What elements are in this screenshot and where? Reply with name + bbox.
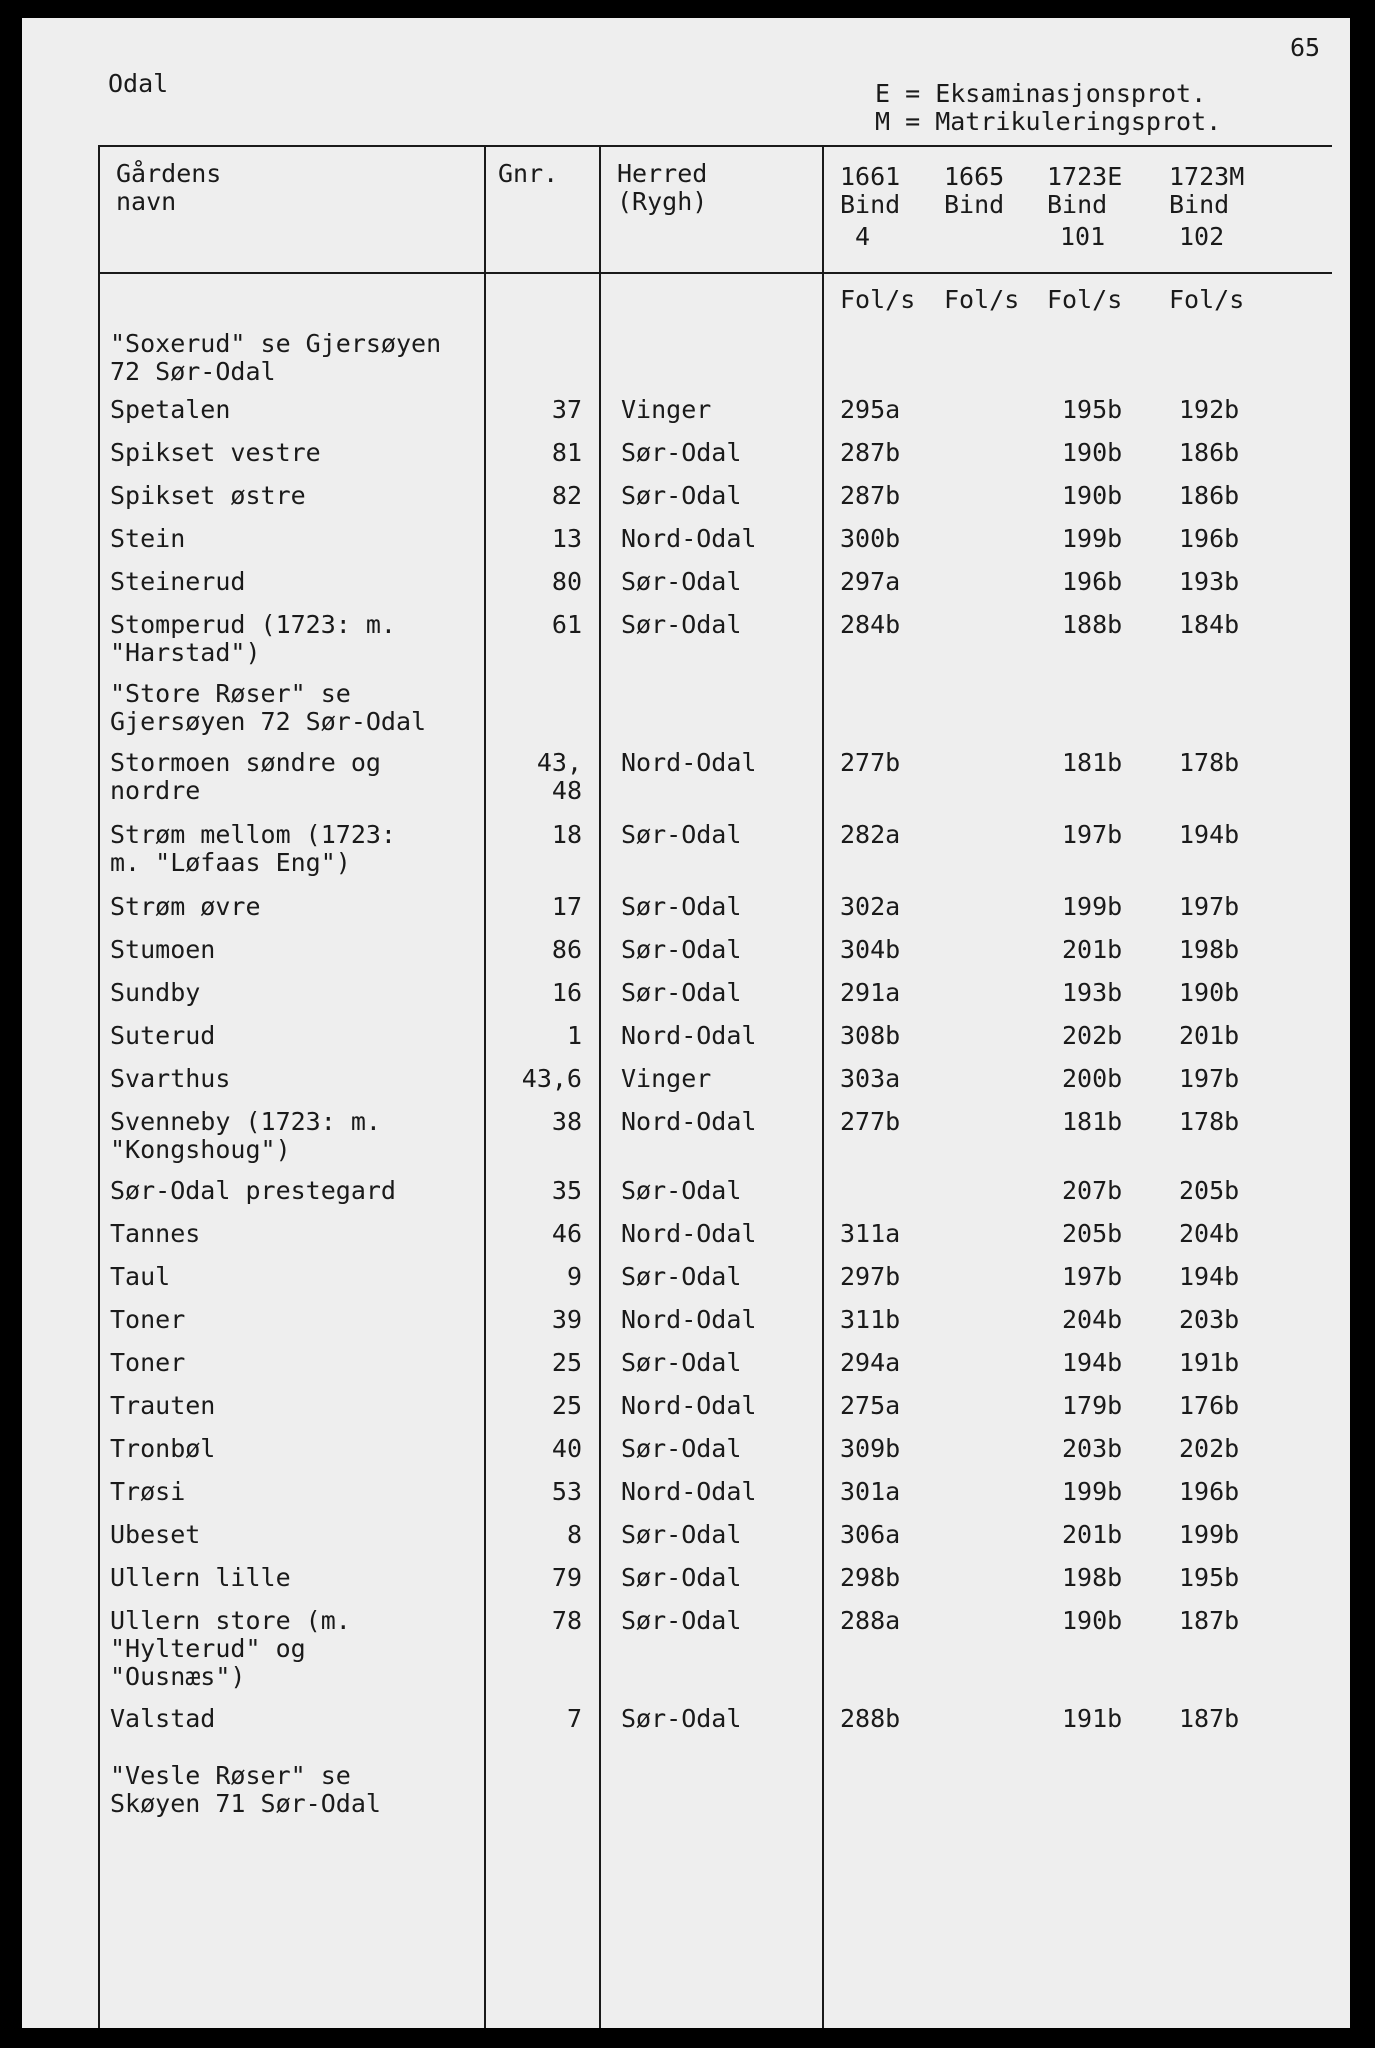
gnr-value: 53	[551, 1477, 582, 1506]
folio-1723m: 178b	[1179, 748, 1240, 777]
farm-name: "Hylterud" og	[110, 1634, 306, 1663]
table-top-rule	[98, 145, 1332, 147]
gnr-value: 25	[551, 1391, 582, 1420]
folio-1661: 287b	[840, 438, 901, 467]
farm-name: Stein	[110, 524, 186, 553]
folio-1723m: 176b	[1179, 1391, 1240, 1420]
farm-name: Svarthus	[110, 1064, 231, 1093]
folio-1661: 288b	[840, 1704, 901, 1733]
folio-1723e: 191b	[1062, 1704, 1123, 1733]
column-rule-left	[98, 145, 100, 2028]
farm-name: "Soxerud" se Gjersøyen	[110, 329, 442, 358]
folio-1661: 287b	[840, 481, 901, 510]
folio-1661: 275a	[840, 1391, 901, 1420]
folio-1723e: 188b	[1062, 610, 1123, 639]
farm-name: Steinerud	[110, 567, 246, 596]
folio-1723e: 201b	[1062, 935, 1123, 964]
folio-1661: 277b	[840, 1107, 901, 1136]
folio-1723m: 194b	[1179, 820, 1240, 849]
folio-1661: 288a	[840, 1606, 901, 1635]
farm-name: Sundby	[110, 978, 201, 1007]
gnr-value: 7	[566, 1704, 582, 1733]
farm-name: Suterud	[110, 1021, 216, 1050]
gnr-value: 1	[566, 1021, 582, 1050]
gnr-value: 82	[551, 481, 582, 510]
folio-1723e: 194b	[1062, 1348, 1123, 1377]
folio-1661: 282a	[840, 820, 901, 849]
folio-1723e: 204b	[1062, 1305, 1123, 1334]
herred-value: Nord-Odal	[621, 1391, 757, 1420]
farm-name: "Kongshoug")	[110, 1135, 291, 1164]
gnr-value: 43,6	[521, 1064, 582, 1093]
gnr-value: 43, 48	[536, 748, 582, 805]
herred-value: Nord-Odal	[621, 1305, 757, 1334]
herred-value: Sør-Odal	[621, 1704, 742, 1733]
folio-1723m: 184b	[1179, 610, 1240, 639]
farm-name: Tannes	[110, 1219, 201, 1248]
folio-1723e: 201b	[1062, 1520, 1123, 1549]
herred-value: Nord-Odal	[621, 1477, 757, 1506]
gnr-value: 17	[551, 892, 582, 921]
folio-1723m: 193b	[1179, 567, 1240, 596]
folio-1723m: 186b	[1179, 481, 1240, 510]
folio-1723m: 197b	[1179, 1064, 1240, 1093]
folio-1723e: 202b	[1062, 1021, 1123, 1050]
folio-1723e: 198b	[1062, 1563, 1123, 1592]
folio-1723m: 196b	[1179, 524, 1240, 553]
folio-1723m: 202b	[1179, 1434, 1240, 1463]
herred-value: Sør-Odal	[621, 820, 742, 849]
herred-value: Nord-Odal	[621, 1107, 757, 1136]
farm-name: Sør-Odal prestegard	[110, 1176, 396, 1205]
farm-name: Strøm mellom (1723:	[110, 820, 396, 849]
header-bottom-rule	[98, 272, 1332, 274]
legend-line-m: M = Matrikuleringsprot.	[875, 107, 1222, 136]
herred-value: Sør-Odal	[621, 1563, 742, 1592]
farm-name: Trauten	[110, 1391, 216, 1420]
gnr-value: 25	[551, 1348, 582, 1377]
folio-1723e: 207b	[1062, 1176, 1123, 1205]
herred-value: Sør-Odal	[621, 935, 742, 964]
folio-1723m: 196b	[1179, 1477, 1240, 1506]
folio-1723e: 196b	[1062, 567, 1123, 596]
farm-name: Skøyen 71 Sør-Odal	[110, 1789, 381, 1818]
herred-value: Sør-Odal	[621, 1176, 742, 1205]
farm-name: nordre	[110, 776, 201, 805]
folio-1723m: 201b	[1179, 1021, 1240, 1050]
gnr-value: 78	[551, 1606, 582, 1635]
folio-1661: 303a	[840, 1064, 901, 1093]
herred-value: Sør-Odal	[621, 1262, 742, 1291]
column-header-gnr: Gnr.	[498, 159, 559, 188]
folio-1723e: 199b	[1062, 1477, 1123, 1506]
folio-1723m: 198b	[1179, 935, 1240, 964]
column-rule-gnr-herred	[599, 145, 601, 2028]
folio-1723e: 199b	[1062, 892, 1123, 921]
gnr-value: 16	[551, 978, 582, 1007]
farm-name: Spetalen	[110, 395, 231, 424]
herred-value: Sør-Odal	[621, 1348, 742, 1377]
herred-value: Sør-Odal	[621, 438, 742, 467]
farm-name: Ullern lille	[110, 1563, 291, 1592]
farm-name: Valstad	[110, 1704, 216, 1733]
folio-1723m: 192b	[1179, 395, 1240, 424]
folio-1723m: 197b	[1179, 892, 1240, 921]
district-title: Odal	[108, 69, 169, 98]
folio-1723e: 197b	[1062, 1262, 1123, 1291]
folio-1723e: 195b	[1062, 395, 1123, 424]
folio-1723m: 194b	[1179, 1262, 1240, 1291]
farm-name: "Ousnæs")	[110, 1662, 246, 1691]
farm-name: "Store Røser" se	[110, 679, 351, 708]
farm-name: Spikset østre	[110, 481, 306, 510]
folio-1723e: 197b	[1062, 820, 1123, 849]
herred-value: Nord-Odal	[621, 748, 757, 777]
folio-1661: 297b	[840, 1262, 901, 1291]
folio-header-1723e: Fol/s	[1047, 285, 1123, 314]
farm-name: Toner	[110, 1348, 186, 1377]
folio-1661: 306a	[840, 1520, 901, 1549]
gnr-value: 35	[551, 1176, 582, 1205]
herred-value: Sør-Odal	[621, 610, 742, 639]
gnr-value: 40	[551, 1434, 582, 1463]
folio-1661: 301a	[840, 1477, 901, 1506]
farm-name: Toner	[110, 1305, 186, 1334]
farm-name: Svenneby (1723: m.	[110, 1107, 381, 1136]
farm-name: "Harstad")	[110, 638, 261, 667]
gnr-value: 79	[551, 1563, 582, 1592]
column-rule-herred-folio	[822, 145, 824, 2028]
folio-1723e: 190b	[1062, 481, 1123, 510]
gnr-value: 80	[551, 567, 582, 596]
folio-1661: 311b	[840, 1305, 901, 1334]
herred-value: Sør-Odal	[621, 978, 742, 1007]
herred-value: Sør-Odal	[621, 1520, 742, 1549]
gnr-value: 46	[551, 1219, 582, 1248]
herred-value: Sør-Odal	[621, 567, 742, 596]
folio-1723m: 195b	[1179, 1563, 1240, 1592]
folio-1723e: 193b	[1062, 978, 1123, 1007]
farm-name: Stomperud (1723: m.	[110, 610, 396, 639]
folio-1723e: 190b	[1062, 438, 1123, 467]
folio-1661: 302a	[840, 892, 901, 921]
folio-1723m: 199b	[1179, 1520, 1240, 1549]
gnr-value: 39	[551, 1305, 582, 1334]
folio-1661: 277b	[840, 748, 901, 777]
gnr-value: 18	[551, 820, 582, 849]
gnr-value: 13	[551, 524, 582, 553]
herred-value: Nord-Odal	[621, 1219, 757, 1248]
gnr-value: 8	[566, 1520, 582, 1549]
folio-1661: 297a	[840, 567, 901, 596]
farm-name: Stumoen	[110, 935, 216, 964]
folio-1723m: 186b	[1179, 438, 1240, 467]
folio-header-1665: Fol/s	[944, 285, 1020, 314]
herred-value: Sør-Odal	[621, 481, 742, 510]
farm-name: "Vesle Røser" se	[110, 1761, 351, 1790]
farm-name: Trøsi	[110, 1477, 186, 1506]
folio-1661: 304b	[840, 935, 901, 964]
farm-name: Taul	[110, 1262, 171, 1291]
folio-1723e: 203b	[1062, 1434, 1123, 1463]
farm-name: Spikset vestre	[110, 438, 321, 467]
folio-1661: 291a	[840, 978, 901, 1007]
herred-value: Nord-Odal	[621, 524, 757, 553]
folio-1723e: 190b	[1062, 1606, 1123, 1635]
farm-name: Ubeset	[110, 1520, 201, 1549]
folio-1723m: 187b	[1179, 1704, 1240, 1733]
herred-value: Sør-Odal	[621, 1606, 742, 1635]
folio-1723m: 203b	[1179, 1305, 1240, 1334]
gnr-value: 9	[566, 1262, 582, 1291]
folio-1723e: 181b	[1062, 748, 1123, 777]
folio-1661: 308b	[840, 1021, 901, 1050]
gnr-value: 38	[551, 1107, 582, 1136]
gnr-value: 81	[551, 438, 582, 467]
legend-line-e: E = Eksaminasjonsprot.	[875, 79, 1207, 108]
herred-value: Nord-Odal	[621, 1021, 757, 1050]
gnr-value: 86	[551, 935, 582, 964]
column-rule-name-gnr	[484, 145, 486, 2028]
gnr-value: 37	[551, 395, 582, 424]
folio-1723e: 181b	[1062, 1107, 1123, 1136]
page-number: 65	[1290, 33, 1321, 62]
folio-1723m: 204b	[1179, 1219, 1240, 1248]
herred-value: Vinger	[621, 1064, 712, 1093]
folio-1723e: 199b	[1062, 524, 1123, 553]
folio-1723m: 178b	[1179, 1107, 1240, 1136]
farm-name: Tronbøl	[110, 1434, 216, 1463]
folio-1661: 311a	[840, 1219, 901, 1248]
farm-name: Gjersøyen 72 Sør-Odal	[110, 707, 427, 736]
folio-1723m: 190b	[1179, 978, 1240, 1007]
folio-1723m: 191b	[1179, 1348, 1240, 1377]
folio-1661: 300b	[840, 524, 901, 553]
farm-name: Strøm øvre	[110, 892, 261, 921]
herred-value: Sør-Odal	[621, 1434, 742, 1463]
farm-name: 72 Sør-Odal	[110, 357, 276, 386]
herred-value: Vinger	[621, 395, 712, 424]
folio-1723e: 179b	[1062, 1391, 1123, 1420]
farm-name: Stormoen søndre og	[110, 748, 381, 777]
folio-1723m: 187b	[1179, 1606, 1240, 1635]
folio-1661: 284b	[840, 610, 901, 639]
folio-header-1723m: Fol/s	[1169, 285, 1245, 314]
folio-header-1661: Fol/s	[840, 285, 916, 314]
farm-name: m. "Løfaas Eng")	[110, 848, 351, 877]
gnr-value: 61	[551, 610, 582, 639]
folio-1661: 298b	[840, 1563, 901, 1592]
folio-1661: 309b	[840, 1434, 901, 1463]
farm-name: Ullern store (m.	[110, 1606, 351, 1635]
herred-value: Sør-Odal	[621, 892, 742, 921]
document-sheet: 65 Odal E = Eksaminasjonsprot. M = Matrikuleringsprot. Gårdens navn Gnr. Herred (Rygh) 1661 Bind 4 1665 Bind 1723E Bind 101 1723M Bind 102 Fol/s Fol/s Fol/s Fol/s "Soxerud" se Gjersøyen 72 Sør-Odal Spetalen 37 Vinger 295a 195b 192b Spikset vestre 81 Sør-Odal 287b 190b 186b Spikset østre 82 Sør-Odal 287b 190b 186b Stein 13 Nord-Odal 300b 199b 196b Steinerud 80 Sør-Odal 297a 196b 193b Stomperud (1723: m. "Harstad") 61 Sør-Odal 284b 188b 184b "Store Røser" se Gjersøyen 72 Sør-Odal Stormoen søndre og nordre 43, 48 Nord-Odal 277b 181b 178b Strøm mellom (1723: m. "Løfaas Eng") 18 Sør-Odal 282a 197b 194b Strøm øvre 17 Sør-Odal 302a 199b 197b Stumoen 86 Sør-Odal 304b 201b 198b Sundby 16 Sør-Odal 291a 193b 190b Suterud 1 Nord-Odal 308b 202b 201b Svarthus 43,6 Vinger 303a 200b 197b Svenneby (1723: m. "Kongshoug") 38 Nord-Odal 277b 181b 178b Sør-Odal prestegard 35 Sør-Odal 207b 205b Tannes 46 Nord-Odal 311a 205b 204b Taul 9 Sør-Odal 297b 197b 194b Toner 39 Nord-Odal 311b 204b 203b Toner 25 Sør-Odal 294a 194b 191b Trauten 25 Nord-Odal 275a 179b 176b Tronbøl 40 Sør-Odal 309b 203b 202b Trøsi 53 Nord-Odal 301a 199b 196b Ubeset 8 Sør-Odal 306a 201b 199b Ullern lille 79 Sør-Odal 298b 198b 195b Ullern store (m. "Hylterud" og "Ousnæs") 78 Sør-Odal 288a 190b 187b Valstad 7 Sør-Odal 288b 191b 187b "Vesle Røser" se Skøyen 71 Sør-Odal	[22, 18, 1350, 2028]
folio-1661: 294a	[840, 1348, 901, 1377]
folio-1723e: 205b	[1062, 1219, 1123, 1248]
folio-1661: 295a	[840, 395, 901, 424]
folio-1723m: 205b	[1179, 1176, 1240, 1205]
folio-1723e: 200b	[1062, 1064, 1123, 1093]
